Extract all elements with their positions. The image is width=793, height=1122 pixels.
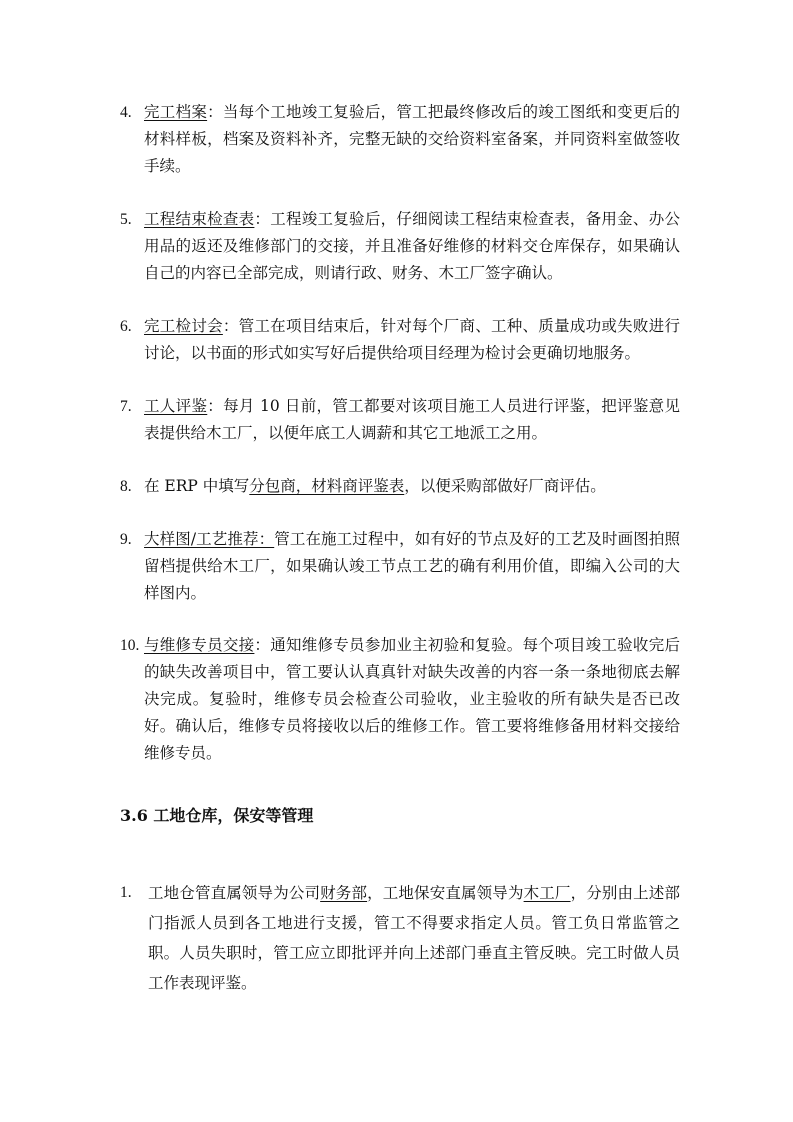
item-text: 管工在项目结束后，针对每个厂商、工种、质量成功或失败进行讨论，以书面的形式如实写好后提供给项目经理为检讨会更确切地服务。 [144,317,680,362]
item-separator: ： [207,103,223,121]
item-title: 完工检讨会 [144,317,223,335]
item-text-c: ，分别由上述部门指派人员到各工地进行支援，管工不得要求指定人员。管工负日常监管之职。人员失职时，管工应立即批评并向上述部门垂直主管反映。完工时做人员工作表现评鉴。 [148,884,680,992]
item-number: 4. [120,104,132,121]
item-body [144,526,680,607]
item-title: 与维修专员交接 [144,636,255,654]
list-item-7 [120,393,680,447]
list-item-4 [120,99,680,180]
item-title: 工人评鉴 [144,397,208,415]
item-separator: ： [254,636,271,654]
item-text-b: ，工地保安直属领导为 [367,884,524,902]
item-number: 1. [120,884,132,901]
item-text-a: 工地仓管直属领导为公司 [148,884,321,902]
item-text: 当每个工地竣工复验后，管工把最终修改后的竣工图纸和变更后的材料样板，档案及资料补齐，完整无缺的交给资料室备案，并同资料室做签收手续。 [144,103,680,175]
item-number: 6. [120,318,132,335]
item-body [144,393,680,447]
item-number: 5. [120,211,132,228]
item-body [144,632,680,767]
item-text: ，以便采购部做好厂商评估。 [404,477,606,495]
item-text: 工程竣工复验后，仔细阅读工程结束检查表，备用金、办公用品的返还及维修部门的交接，并且准备好维修的材料交仓库保存，如果确认自己的内容已全部完成，则请行政、财务、木工厂签字确认。 [144,210,680,282]
finance-dept-ref: 财务部 [320,884,368,902]
section-heading: 3.6 工地仓库，保安等管理 [120,806,314,825]
item-body [144,206,680,287]
item-title: 大样图/工艺推荐： [144,530,275,548]
item-number: 9. [120,531,132,548]
item-body [144,99,680,180]
item-number: 10. [120,637,140,654]
item-body [148,878,680,998]
item-text: 通知维修专员参加业主初验和复验。每个项目竣工验收完后的缺失改善项目中，管工要认认真真针对缺失改善的内容一条一条地彻底去解决完成。复验时，维修专员会检查公司验收，业主验收的所有缺失是否已改好。确认后，维修专员将接收以后的维修工作。管工要将维修备用材料交接给维修专员。 [144,636,680,762]
item-text: 管工在施工过程中，如有好的节点及好的工艺及时画图拍照留档提供给木工厂，如果确认竣工节点工艺的确有利用价值，即编入公司的大样图内。 [144,530,680,602]
item-text: 每月 10 日前，管工都要对该项目施工人员进行评鉴，把评鉴意见表提供给木工厂，以便年底工人调薪和其它工地派工之用。 [144,397,680,442]
item-separator: ： [222,317,239,335]
item-title: 完工档案 [144,103,208,121]
item-body [144,473,680,500]
item-separator: ： [254,210,271,228]
item-title: 分包商，材料商评鉴表 [249,477,405,495]
list-item-6 [120,313,680,367]
list-item-8 [120,473,680,500]
item-number: 8. [120,478,132,495]
item-prefix: 在 ERP 中填写 [144,477,250,495]
item-body [144,313,680,367]
list-item-10 [120,632,680,767]
list-item-9 [120,526,680,607]
item-title: 工程结束检查表 [144,210,255,228]
list-item-5 [120,206,680,287]
woodwork-factory-ref: 木工厂 [523,884,571,902]
item-separator: ： [207,397,224,415]
item-number: 7. [120,398,132,415]
section-list-item-1 [120,878,680,998]
